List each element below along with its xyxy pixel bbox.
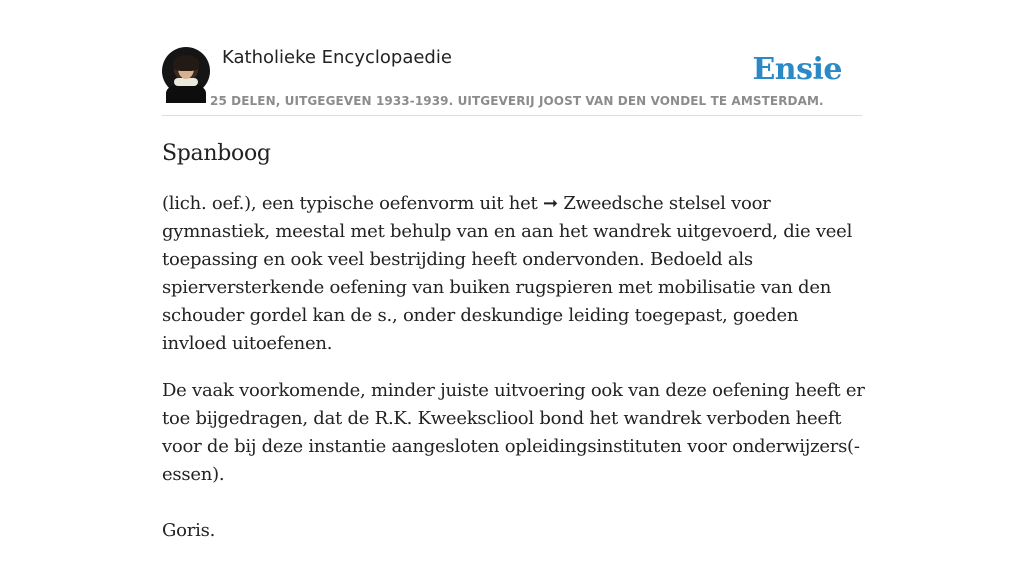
- entry-paragraph-text-before-reference: (lich. oef.), een typische oefenvorm uit het: [162, 193, 543, 214]
- entry-paragraph: [162, 190, 866, 358]
- cross-reference-arrow-icon[interactable]: ➞: [543, 193, 558, 214]
- avatar-hair: [173, 55, 199, 71]
- source-header: [162, 46, 862, 116]
- portrait-avatar-icon[interactable]: [162, 47, 210, 95]
- entry-paragraph-text-after-reference: Zweedsche stelsel voor gymnastiek, meestal met behulp van en aan het wandrek uitgevoerd, die veel toepassing en ook veel bestrijding heeft ondervonden. Bedoeld als spierversterkende oefening van buiken rugspieren met mobilisatie van den schouder gordel kan de s., onder deskundige leiding toegepast, goeden invloed uitoefenen.: [162, 193, 853, 354]
- author-signature: Goris.: [162, 520, 216, 541]
- entry-title: Spanboog: [162, 141, 271, 166]
- ensie-logo-link[interactable]: Ensie: [752, 52, 842, 87]
- avatar-collar: [174, 78, 198, 86]
- entry-paragraph: De vaak voorkomende, minder juiste uitvoering ook van deze oefening heeft er toe bijgedragen, dat de R.K. Kweekscliool bond het wandrek verboden heeft voor de bij deze instantie aangesloten opleidingsinstituten voor onderwijzers(-essen).: [162, 380, 865, 485]
- avatar-coat: [166, 83, 206, 103]
- article: [162, 138, 866, 564]
- source-title[interactable]: Katholieke Encyclopaedie: [222, 47, 452, 68]
- header-divider: [162, 115, 862, 116]
- entry-body: [162, 190, 866, 545]
- source-subtitle: 25 DELEN, UITGEGEVEN 1933-1939. UITGEVERIJ JOOST VAN DEN VONDEL TE AMSTERDAM.: [210, 94, 824, 108]
